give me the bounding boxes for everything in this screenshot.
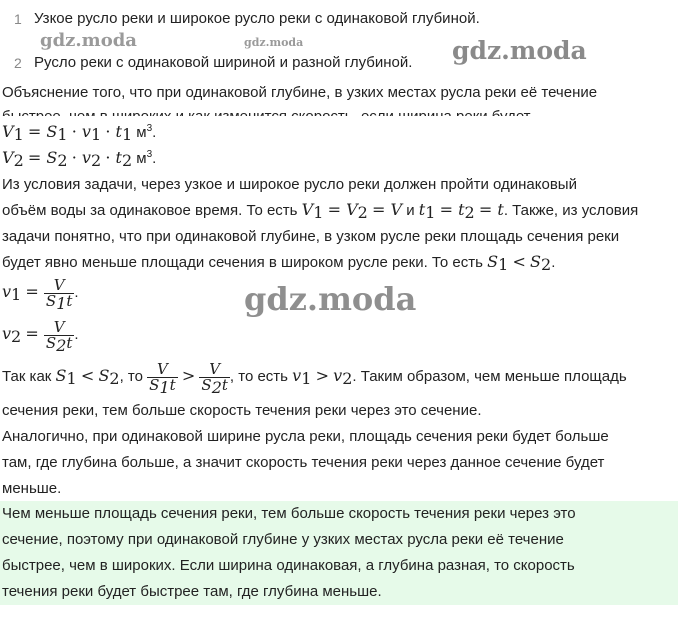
intro-line-cut: быстрее, чем в широких и как изменится скорость, если ширина реки будет [2, 108, 531, 125]
watermark: gdz.moda [40, 30, 137, 51]
para2-line: сечения реки, тем больше скорость течения реки через это сечение. [2, 402, 482, 419]
conclusion-line: сечение, поэтому при одинаковой глубине у узких местах русла реки её течение [2, 531, 564, 548]
list-text: Русло реки с одинаковой шириной и разной глубиной. [34, 54, 413, 71]
formula-v1: $V_1 = S_1 \cdot v_1 \cdot t_1$ $м^3$. [2, 122, 157, 144]
watermark: gdz.moda [452, 36, 587, 65]
para2-line: Так как $S_1 < S_2$, то $\frac{V}{S_1t}$ > $\frac{V}{S_2t}$ , то есть $v_1 > v_2$. Таким образом, чем меньше площадь [2, 359, 627, 397]
para1-line: задачи понятно, что при одинаковой глубине, в узком русле реки площадь сечения реки [2, 228, 620, 245]
list-number: 1 [14, 11, 22, 27]
para1-line: объём воды за одинаковое время. То есть $V_1 = V_2 = V$ и $t_1 = t_2 = t$. Также, из условия [2, 200, 639, 222]
formula-v2: $V_2 = S_2 \cdot v_2 \cdot t_2$ $м^3$. [2, 148, 157, 170]
para3-line: там, где глубина больше, а значит скорость течения реки через данное сечение будет [2, 454, 605, 471]
intro-cut [0, 0, 680, 125]
speed-v2: $v_2$ = $\frac{V}{S_2t}$ . [2, 317, 79, 355]
watermark: gdz.moda [244, 280, 417, 318]
list-text: Узкое русло реки и широкое русло реки с одинаковой глубиной. [34, 10, 480, 27]
para3-line: Аналогично, при одинаковой ширине русла реки, площадь сечения реки будет больше [2, 428, 609, 445]
list-number: 2 [14, 55, 22, 71]
conclusion-line: Чем меньше площадь сечения реки, тем больше скорость течения реки через это [2, 505, 576, 522]
para3-line: меньше. [2, 480, 62, 497]
para1-line: будет явно меньше площади сечения в широком русле реки. То есть $S_1 < S_2$. [2, 252, 556, 274]
intro-line: Объяснение того, что при одинаковой глубине, в узких местах русла реки её течение [2, 84, 598, 101]
conclusion-line: течения реки будет быстрее там, где глубина меньше. [2, 583, 382, 600]
conclusion-line: быстрее, чем в широких. Если ширина одинаковая, а глубина разная, то скорость [2, 557, 575, 574]
watermark: gdz.moda [244, 36, 304, 49]
speed-v1: $v_1$ = $\frac{V}{S_1t}$ . [2, 275, 79, 313]
para1-line: Из условия задачи, через узкое и широкое русло реки должен пройти одинаковый [2, 176, 577, 193]
